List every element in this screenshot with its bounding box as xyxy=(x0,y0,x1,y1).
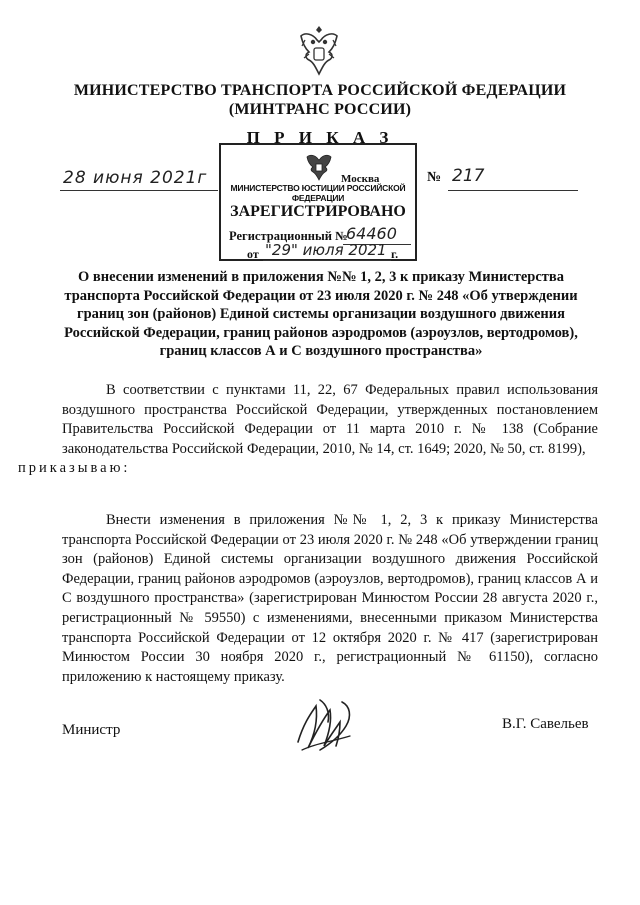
stamp-reg-number: 64460 xyxy=(346,224,397,243)
stamp-reg-number-label: Регистрационный № xyxy=(229,229,348,243)
handwritten-signature-icon xyxy=(290,692,362,760)
order-title: П Р И К А З xyxy=(246,128,394,147)
orders-word: приказываю: xyxy=(18,460,131,477)
coat-of-arms-icon xyxy=(295,22,343,80)
stamp-registered-label: ЗАРЕГИСТРИРОВАНО xyxy=(230,203,406,220)
stamp-ministry-name: МИНИСТЕРСТВО ЮСТИЦИИ РОССИЙСКОЙ ФЕДЕРАЦИИ xyxy=(230,183,406,203)
order-number: 217 xyxy=(452,166,485,186)
stamp-year-suffix: г. xyxy=(391,247,399,261)
body-paragraph-basis xyxy=(18,381,598,479)
order-number-label: № xyxy=(427,170,442,185)
date-underline xyxy=(60,190,218,191)
order-subject: О внесении изменений в приложения №№ 1, 2, 3 к приказу Министерства транспорта Российской Федерации от 23 июля 2020 г. № 248 «Об утверждении границ зон (районов) Единой системы организации воздушного движения Российской Федерации, границ районов аэродромов (аэроузлов, вертодромов), границ классов А и С воздушного пространства» xyxy=(64,269,578,360)
number-underline xyxy=(448,190,578,191)
signer-title: Министр xyxy=(62,722,121,738)
basis-text: В соответствии с пунктами 11, 22, 67 Федеральных правил использования воздушного пространства Российской Федерации, утвержденных постановлением Правительства Российской Федерации от 11 марта 2010 г. № 138 (Собрание законодательства Российской Федерации, 2010, № 14, ст. 1649; 2020, № 50, ст. 8199), xyxy=(62,382,598,457)
stamp-city: Москва xyxy=(341,173,380,185)
ministry-name: МИНИСТЕРСТВО ТРАНСПОРТА РОССИЙСКОЙ ФЕДЕРАЦИИ xyxy=(73,82,567,99)
stamp-date-prefix: от xyxy=(247,247,259,261)
body-paragraph-order: Внести изменения в приложения №№ 1, 2, 3 к приказу Министерства транспорта Российской Федерации от 23 июля 2020 г. № 248 «Об утверждении границ зон (районов) Единой системы организации воздушного движения Российской Федерации, границ районов аэродромов (аэроузлов, вертодромов), границ классов А и С воздушного пространства» (зарегистрирован Минюстом России 28 августа 2020 г., регистрационный № 59550) с изменениями, внесенными приказом Министерства транспорта Российской Федерации от 12 октября 2020 г. № 417 (зарегистрирован Минюстом России 30 ноября 2020 г., регистрационный № 61150), согласно приложению к настоящему приказу. xyxy=(62,512,598,685)
stamp-date: "29" июля 2021 xyxy=(265,241,387,259)
signer-name: В.Г. Савельев xyxy=(502,716,589,732)
ministry-short-name: (МИНТРАНС РОССИИ) xyxy=(228,101,412,118)
registration-stamp xyxy=(219,143,417,261)
stamp-date-underline xyxy=(263,260,391,261)
coat-of-arms-icon xyxy=(303,149,335,183)
order-date: 28 июня 2021г xyxy=(63,168,208,188)
